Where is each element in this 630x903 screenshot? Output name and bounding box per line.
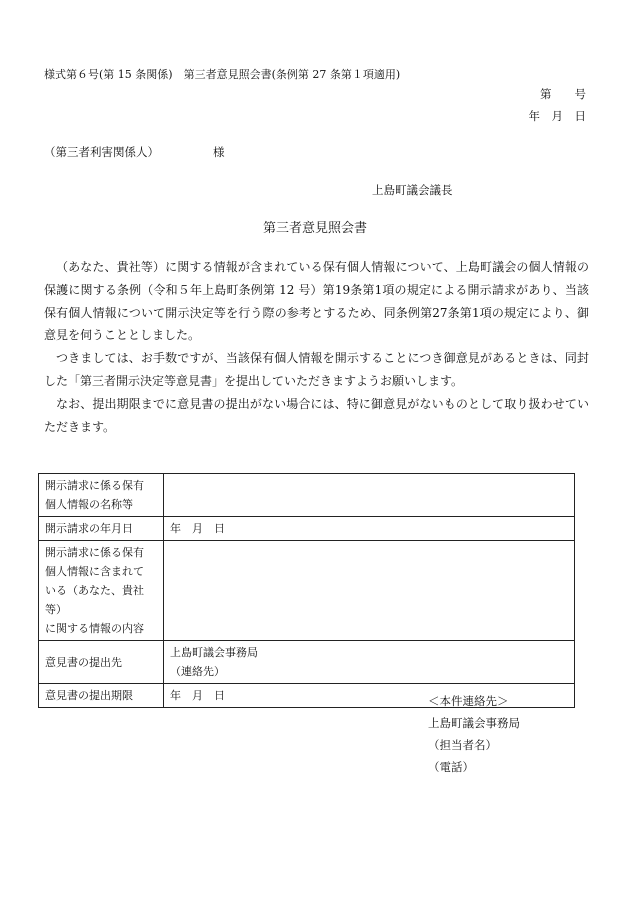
table-row <box>39 641 575 684</box>
label-line: 開示請求に係る保有 <box>45 546 144 559</box>
label-line: 開示請求の年月日 <box>45 522 133 535</box>
contact-block <box>428 690 520 778</box>
form-number: 様式第６号(第 15 条関係) 第三者意見照会書(条例第 27 条第１項適用) <box>44 68 401 81</box>
document-number: 第 号 <box>540 87 586 101</box>
row-label <box>39 541 164 641</box>
label-line: 意見書の提出先 <box>45 655 122 669</box>
body-paragraph: なお、提出期限までに意見書の提出がない場合には、特に御意見がないものとして取り扱わせていただきます。 <box>44 396 589 434</box>
contact-person: （担当者名） <box>428 738 497 752</box>
value-line: 上島町議会事務局 <box>170 646 258 659</box>
body-paragraph: （あなた、貴社等）に関する情報が含まれている保有個人情報について、上島町議会の個人情報の保護に関する条例（令和５年上島町条例第 12 号）第19条第1項の規定による開示請求があり、当該保有個人情報について開示決定等を行う際の参考とするため、同条例第27条第1項の規定により、御意見を伺うこととしました。 <box>44 260 589 343</box>
sender-name: 上島町議会議長 <box>372 183 453 197</box>
contact-heading: ＜本件連絡先＞ <box>428 694 509 708</box>
document-title: 第三者意見照会書 <box>262 221 367 236</box>
row-value <box>164 474 575 517</box>
value-line: （連絡先） <box>170 665 225 678</box>
row-label <box>39 641 164 684</box>
label-line: 開示請求に係る保有 <box>45 479 144 492</box>
value-line: 年 月 日 <box>170 689 225 702</box>
contact-office: 上島町議会事務局 <box>428 716 520 730</box>
label-line: に関する情報の内容 <box>45 622 144 635</box>
label-line: 個人情報に含まれて <box>45 565 144 578</box>
contact-phone: （電話） <box>428 760 474 774</box>
table-row <box>39 541 575 641</box>
label-line: いる（あなた、貴社等） <box>45 584 144 616</box>
addressee <box>44 144 225 160</box>
addressee-honorific: 様 <box>213 145 225 159</box>
document-date: 年 月 日 <box>528 109 586 123</box>
row-label <box>39 684 164 708</box>
row-label <box>39 474 164 517</box>
addressee-label: （第三者利害関係人） <box>44 145 159 159</box>
body-paragraph: つきましては、お手数ですが、当該保有個人情報を開示することにつき御意見があるときは、同封した「第三者開示決定等意見書」を提出していただきますようお願いします。 <box>44 351 589 388</box>
body-text <box>44 256 589 438</box>
request-info-table <box>38 473 575 708</box>
label-line: 個人情報の名称等 <box>45 498 133 511</box>
row-value <box>164 517 575 541</box>
table-row <box>39 474 575 517</box>
label-line: 意見書の提出期限 <box>45 689 133 702</box>
row-value <box>164 541 575 641</box>
row-value <box>164 641 575 684</box>
table-row <box>39 517 575 541</box>
row-label <box>39 517 164 541</box>
value-line: 年 月 日 <box>170 522 225 535</box>
